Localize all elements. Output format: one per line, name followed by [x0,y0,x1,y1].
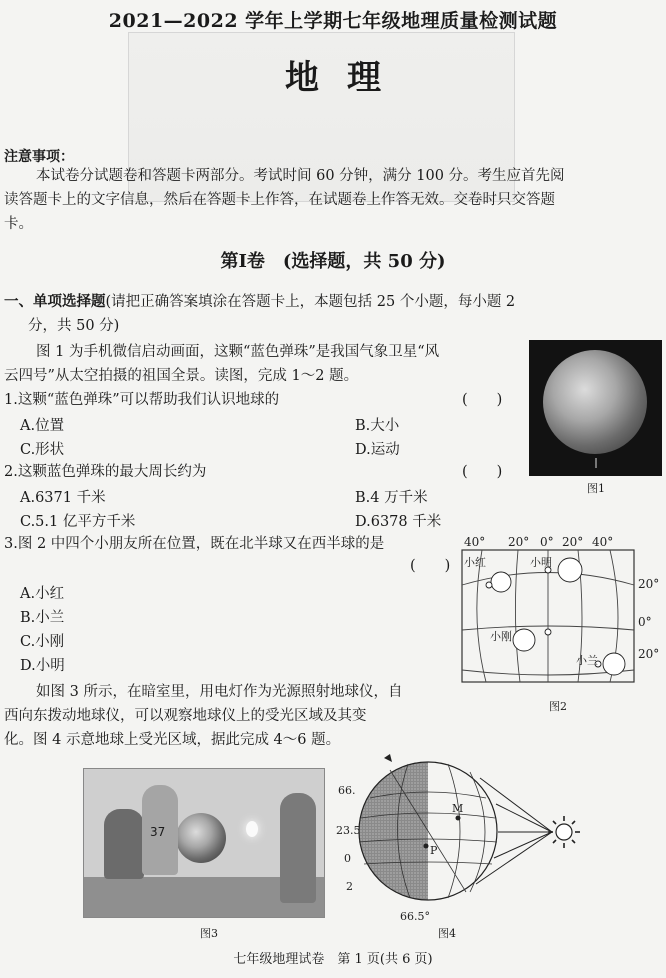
fig2-top-label-1: 40° [464,535,486,549]
fig2-right-label-2: 0° [638,615,652,629]
q1-stem: 1.这颗“蓝色弹珠”可以帮助我们认识地球的 [4,392,280,408]
fig2-top-label-4: 20° [562,535,584,549]
q1-option-b: B.大小 [355,418,400,434]
fig2-right-label-3: 20° [638,647,660,661]
kid-label-xiaogang: 小刚 [490,630,512,643]
part1-instruction-1: (请把正确答案填涂在答题卡上，本题包括 25 个小题，每小题 2 [105,294,516,310]
kid-label-xiaohong: 小红 [464,556,486,569]
location-dot-xiaogang [545,629,551,635]
light-bulb [246,821,258,837]
q1-answer-bracket: ( ) [462,392,503,408]
figure-2-graticule-map [460,530,666,708]
kid-face-xiaolan [603,653,625,675]
sun-icon [548,816,580,848]
fig2-top-label-5: 40° [592,535,614,549]
kid-face-xiaoming [558,558,582,582]
axis-arrow-icon [384,754,392,762]
q3-option-c: C.小刚 [20,634,65,650]
meridian-40w [477,550,486,682]
part1-instruction-2: 分，共 50 分) [28,318,120,334]
fig2-top-label-2: 20° [508,535,530,549]
figure-1-earth-photo [529,340,662,476]
fig2-right-label-1: 20° [638,577,660,591]
sun-ray-2 [496,804,552,832]
kid-face-xiaogang [513,629,535,651]
notice-heading: 注意事项： [4,149,74,165]
child-left [104,809,144,879]
intro2-line-2: 西向东拨动地球仪，可以观察地球仪上的受光区域及其变 [4,708,367,724]
notice-line-2: 读答题卡上的文字信息，然后在答题卡上作答，在试题卷上作答无效。交卷时只交答题 [4,192,555,208]
figure-3-classroom-photo [83,768,325,918]
sun-ray-4 [494,832,552,858]
q1-option-a: A.位置 [20,418,65,434]
sun-ray-1 [480,778,552,832]
intro2-line-1: 如图 3 所示，在暗室里，用电灯作为光源照射地球仪，自 [36,684,403,700]
figure-1-caption: 图1 [587,482,605,495]
child-middle [142,785,178,875]
q1-option-c: C.形状 [20,442,65,458]
meridian-b [448,764,460,898]
shirt-number: 37 [150,825,166,839]
q2-option-c: C.5.1 亿平方千米 [20,514,136,530]
kid-label-xiaolan: 小兰 [576,654,598,667]
part1-heading: 一、单项选择题 [4,293,106,310]
q2-stem: 2.这颗蓝色弹珠的最大周长约为 [4,464,207,480]
point-m [456,816,461,821]
night-hemisphere [359,762,428,900]
notice-line-1: 本试卷分试题卷和答题卡两部分。考试时间 60 分钟，满分 100 分。考生应首先阅 [36,168,565,184]
label-m: M [452,802,464,815]
figure-3-caption: 图3 [200,927,218,940]
meridian-20w [515,550,520,682]
q3-option-b: B.小兰 [20,610,65,626]
earth-globe [543,350,647,454]
q3-answer-bracket: ( ) [410,558,451,574]
lat-label-4: 2 [346,880,353,893]
q1-option-d: D.运动 [355,442,400,458]
kid-label-xiaoming: 小明 [530,556,552,569]
intro2-line-3: 化。图 4 示意地球上受光区域，据此完成 4～6 题。 [4,732,341,748]
sun-ray-5 [476,832,552,884]
page-footer: 七年级地理试卷 第 1 页(共 6 页) [233,952,433,967]
globe-model [176,813,226,863]
point-p [424,844,429,849]
fig2-top-label-3: 0° [540,535,554,549]
subject-title: 地理 [285,58,409,98]
label-p: P [430,844,438,857]
kid-face-xiaohong [491,572,511,592]
lat-label-2: 23.5 [336,824,361,837]
intro1-line-2: 云四号”从太空拍摄的祖国全景。读图，完成 1～2 题。 [4,368,359,384]
q3-stem: 3.图 2 中四个小朋友所在位置，既在北半球又在西半球的是 [4,536,385,552]
q3-option-a: A.小红 [20,586,65,602]
figure-4-caption: 图4 [438,927,456,940]
q2-option-a: A.6371 千米 [20,490,106,506]
exam-title: 2021—2022 学年上学期七年级地理质量检测试题 [108,10,558,32]
section-title: 第Ⅰ卷 (选择题，共 50 分) [220,251,446,272]
figure-2-caption: 图2 [549,700,567,713]
figure-4-illumination-diagram [330,752,590,924]
notice-line-3: 卡。 [4,216,33,232]
lat-label-1: 66. [338,784,356,797]
location-dot-xiaohong [486,582,492,588]
q2-option-d: D.6378 千米 [355,514,442,530]
child-right [280,793,316,903]
lat-label-bottom: 66.5° [400,910,430,923]
part1-heading-line [4,290,515,315]
q2-option-b: B.4 万千米 [355,490,428,506]
intro1-line-1: 图 1 为手机微信启动画面，这颗“蓝色弹珠”是我国气象卫星“风 [36,344,440,360]
q2-answer-bracket: ( ) [462,464,503,480]
q3-option-d: D.小明 [20,658,65,674]
lat-label-3: 0 [344,852,351,865]
person-silhouette [595,458,597,468]
